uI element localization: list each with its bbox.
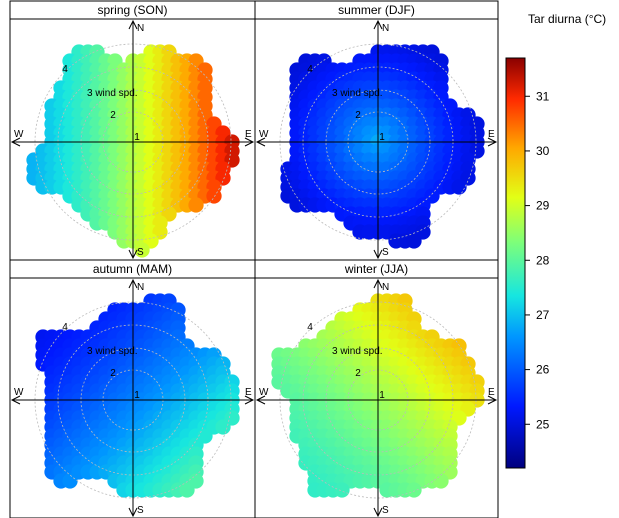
colorbar-tick-label: 27: [536, 307, 550, 322]
ring-label: 4: [62, 64, 68, 75]
field-cell: [206, 188, 221, 203]
field-cell: [406, 482, 421, 497]
field-cell: [188, 197, 203, 212]
panel-spring: [10, 1, 255, 260]
dir-e: E: [245, 387, 252, 398]
colorbar-tick-label: 31: [536, 89, 550, 104]
ring-label: 4: [62, 322, 68, 333]
ring-label: 1: [134, 132, 140, 143]
ring-label: 2: [355, 368, 361, 379]
panel-title: summer (DJF): [338, 3, 415, 17]
panel-winter: [255, 260, 498, 518]
dir-n: N: [382, 282, 390, 293]
dir-s: S: [382, 505, 389, 516]
panel-title: spring (SON): [97, 3, 168, 17]
field-cell: [433, 473, 448, 488]
field-cell: [179, 482, 194, 497]
panel-title: autumn (MAM): [92, 262, 173, 276]
panel-title: winter (JJA): [344, 262, 409, 276]
colorbar-ticks: [525, 89, 550, 431]
dir-n: N: [137, 282, 145, 293]
dir-s: S: [382, 247, 389, 258]
panels: [10, 1, 498, 518]
dir-w: W: [259, 387, 269, 398]
dir-w: W: [14, 387, 24, 398]
colorbar-tick-label: 29: [536, 198, 550, 213]
ring-label: 3 wind spd.: [332, 346, 383, 357]
dir-e: E: [488, 129, 495, 140]
ring-label: 2: [110, 368, 116, 379]
colorbar-tick-label: 26: [536, 362, 550, 377]
colorbar: [506, 12, 606, 468]
ring-label: 3 wind spd.: [332, 88, 383, 99]
ring-label: 3 wind spd.: [87, 346, 138, 357]
colorbar-tick-label: 25: [536, 417, 550, 432]
dir-n: N: [137, 23, 145, 34]
dir-n: N: [382, 23, 390, 34]
ring-label: 1: [379, 390, 385, 401]
ring-label: 1: [379, 132, 385, 143]
dir-w: W: [259, 129, 269, 140]
ring-label: 2: [355, 110, 361, 121]
field-cell: [62, 473, 77, 488]
colorbar-tick-label: 30: [536, 143, 550, 158]
ring-label: 1: [134, 390, 140, 401]
colorbar-title: Tar diurna (°C): [528, 12, 607, 26]
panel-summer: [255, 1, 498, 260]
panel-autumn: [10, 260, 255, 518]
field-cell: [334, 482, 349, 497]
ring-label: 4: [307, 64, 313, 75]
dir-w: W: [14, 129, 24, 140]
field-cell: [451, 179, 466, 194]
dir-e: E: [488, 387, 495, 398]
colorbar-bar: [506, 58, 525, 468]
ring-label: 3 wind spd.: [87, 88, 138, 99]
field-cell: [406, 233, 421, 248]
dir-s: S: [137, 505, 144, 516]
dir-s: S: [137, 247, 144, 258]
ring-label: 2: [110, 110, 116, 121]
colorbar-tick-label: 28: [536, 253, 550, 268]
dir-e: E: [245, 129, 252, 140]
ring-label: 4: [307, 322, 313, 333]
